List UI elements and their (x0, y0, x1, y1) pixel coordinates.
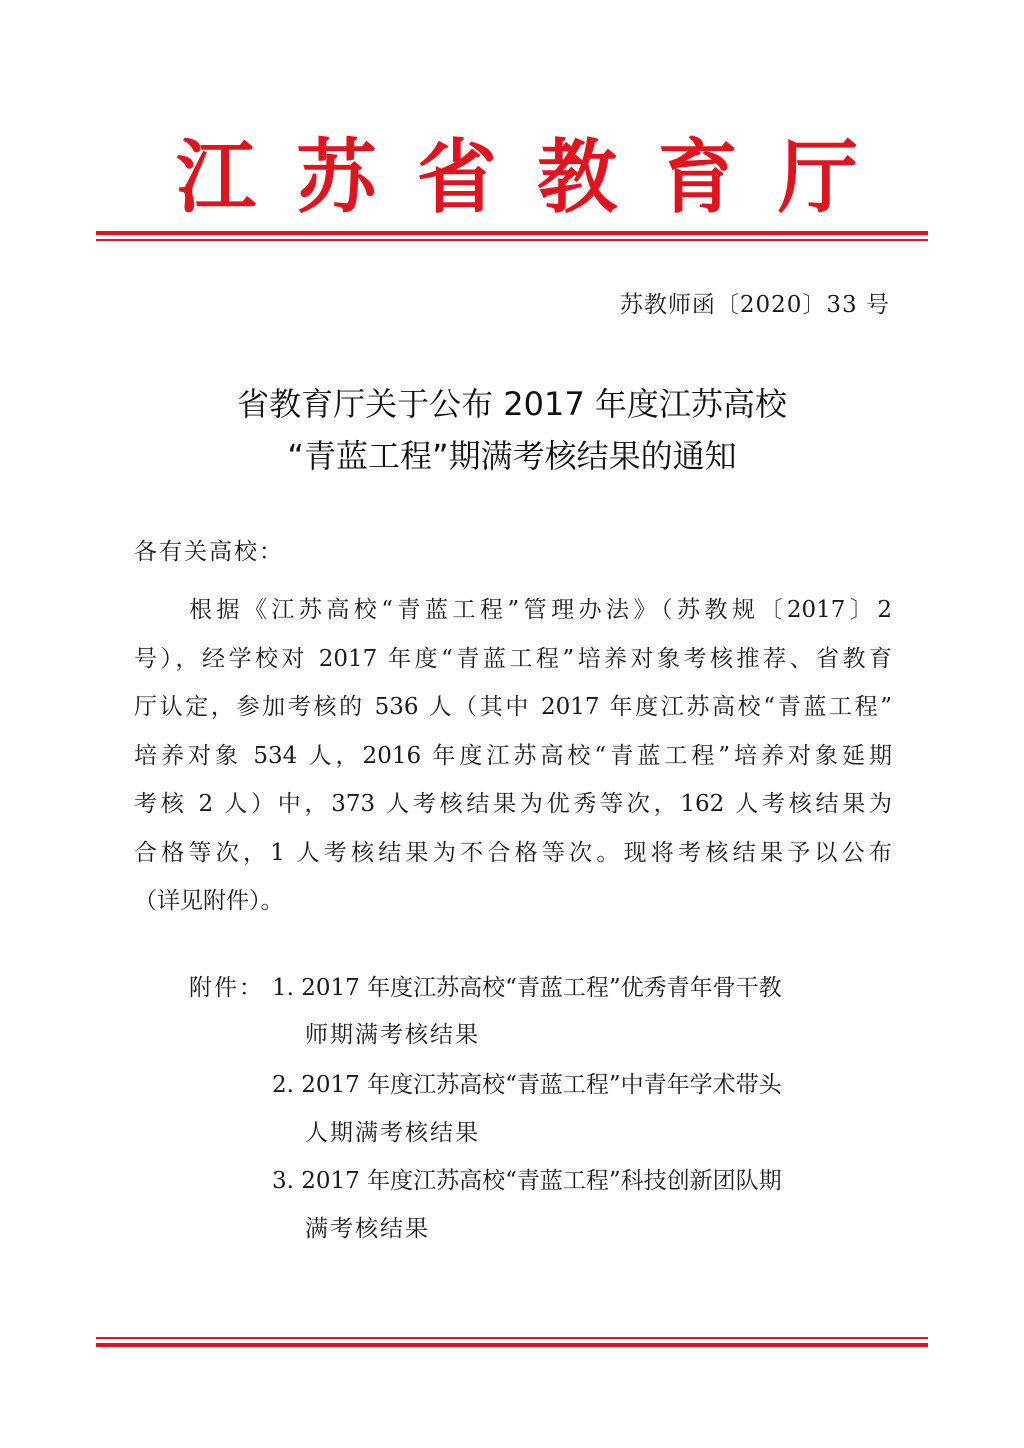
body-line: 根据《江苏高校“青蓝工程”管理办法》（苏教规〔2017〕2 (134, 597, 892, 623)
body-line: （详见附件）。 (134, 888, 284, 914)
masthead-char: 育 (657, 130, 738, 224)
header-red-rule-thin (96, 239, 928, 241)
body-line: 培养对象 534 人，2016 年度江苏高校“青蓝工程”培养对象延期 (134, 742, 892, 769)
attachment-item-2-cont: 人期满考核结果 (305, 1120, 480, 1146)
attachments-label: 附件： (189, 975, 264, 1001)
attachment-item-1-cont: 师期满考核结果 (305, 1022, 480, 1048)
masthead-char: 厅 (777, 130, 858, 224)
attachment-item-3-cont: 满考核结果 (305, 1216, 430, 1242)
masthead-char: 江 (176, 130, 256, 224)
attachment-item-2: 2. 2017 年度江苏高校“青蓝工程”中青年学术带头 (272, 1072, 782, 1098)
masthead-char: 省 (416, 130, 497, 224)
body-line: 号），经学校对 2017 年度“青蓝工程”培养对象考核推荐、省教育 (134, 645, 892, 672)
document-number: 苏教师函〔2020〕33 号 (619, 292, 890, 318)
body-paragraph (134, 586, 892, 926)
masthead-char: 苏 (296, 130, 377, 224)
attachment-item-1: 1. 2017 年度江苏高校“青蓝工程”优秀青年骨干教 (272, 975, 782, 1001)
body-line: 考核 2 人）中，373 人考核结果为优秀等次，162 人考核结果为 (134, 791, 892, 817)
masthead-char: 教 (537, 130, 618, 224)
salutation: 各有关高校： (134, 539, 284, 565)
masthead-org-name (96, 132, 928, 222)
header-red-rule-thick (96, 231, 928, 235)
document-title-line-2: “青蓝工程”期满考核结果的通知 (287, 437, 737, 475)
attachment-item-3: 3. 2017 年度江苏高校“青蓝工程”科技创新团队期 (272, 1168, 782, 1194)
document-title-line-1: 省教育厅关于公布 2017 年度江苏高校 (237, 385, 787, 423)
footer-red-rule-thin (96, 1337, 928, 1339)
body-line: 厅认定，参加考核的 536 人（其中 2017 年度江苏高校“青蓝工程” (134, 694, 892, 720)
footer-red-rule-thick (96, 1343, 928, 1347)
body-line: 合格等次，1 人考核结果为不合格等次。现将考核结果予以公布 (134, 839, 892, 866)
